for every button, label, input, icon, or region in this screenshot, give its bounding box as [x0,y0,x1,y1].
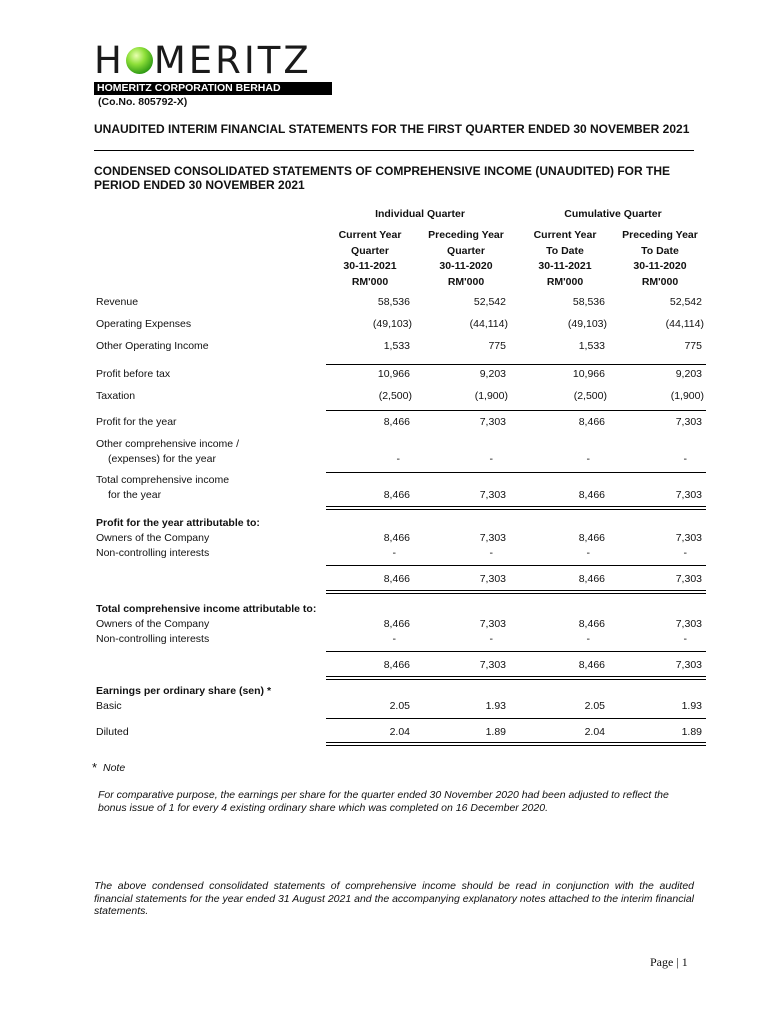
row-label-tci: Total comprehensive income [96,474,230,486]
note-label: Note [103,762,126,774]
cell-value: 1.93 [681,700,702,712]
double-rule [326,506,706,510]
cell-value: 2.05 [389,700,410,712]
cell-value: 7,303 [479,573,506,585]
cell-value: - [683,547,687,559]
cell-value: 9,203 [479,368,506,380]
cell-value: 1.89 [485,726,506,738]
section-heading-eps: Earnings per ordinary share (sen) * [96,685,272,697]
row-label-owners: Owners of the Company [96,532,210,544]
company-number: (Co.No. 805792-X) [98,96,188,108]
row-label-tci-cont: for the year [108,489,162,501]
cell-value: - [683,633,687,645]
note-text: For comparative purpose, the earnings per share for the quarter ended 30 November 2020 had been adjusted to reflect the bonus issue of 1 for every 4 existing ordinary share which was completed on 16 December 2020. [98,789,669,814]
cell-value: (2,500) [573,390,607,402]
cell-value: 58,536 [377,296,410,308]
column-header: Current Year To Date 30-11-2021 RM'000 [533,229,597,288]
cell-value: - [489,453,493,465]
cell-value: (1,900) [670,390,704,402]
cell-value: 2.05 [584,700,605,712]
cell-value: (44,114) [665,318,704,330]
cell-value: 7,303 [675,416,702,428]
cell-value: - [683,453,687,465]
cell-value: 1.89 [681,726,702,738]
page-number: Page | 1 [650,955,688,969]
row-label-other-operating-income: Other Operating Income [96,340,209,352]
row-label-diluted: Diluted [96,726,129,738]
cell-value: 7,303 [479,618,506,630]
cell-value: 10,966 [572,368,605,380]
row-label-revenue: Revenue [96,296,139,308]
footer-disclaimer: The above condensed consolidated statements of comprehensive income should be read in conjunction with the audited financial statements for the year ended 31 August 2021 and the accompanying explanatory notes attached to the interim financial statements. [94,880,694,917]
title-divider [94,150,694,151]
subtotal-rule [326,565,706,566]
cell-value: 52,542 [669,296,702,308]
group-individual-quarter: Individual Quarter [375,208,465,220]
document-title: UNAUDITED INTERIM FINANCIAL STATEMENTS FOR THE FIRST QUARTER ENDED 30 NOVEMBER 2021 [94,122,690,136]
cell-value: 7,303 [479,416,506,428]
cell-value: - [586,547,590,559]
cell-value: 8,466 [578,532,605,544]
cell-value: 8,466 [578,618,605,630]
cell-value: - [396,453,400,465]
cell-value: 8,466 [383,489,410,501]
section-heading-profit-attributable: Profit for the year attributable to: [96,517,260,529]
cell-value: 2.04 [584,726,605,738]
cell-value: (49,103) [372,318,412,330]
statement-title: CONDENSED CONSOLIDATED STATEMENTS OF COMPREHENSIVE INCOME (UNAUDITED) FOR THE PERIOD ENDED 30 NOVEMBER 2021 [94,164,671,192]
cell-value: 7,303 [479,659,506,671]
cell-value: (49,103) [567,318,607,330]
logo-wordmark: MERITZ [153,39,312,82]
group-cumulative-quarter: Cumulative Quarter [564,208,662,220]
cell-value: 8,466 [578,573,605,585]
double-rule [326,742,706,746]
cell-value: 7,303 [675,532,702,544]
double-rule [326,590,706,594]
cell-value: - [489,547,493,559]
column-header: Preceding Year Quarter 30-11-2020 RM'000 [428,229,504,288]
cell-value: - [586,453,590,465]
cell-value: 58,536 [572,296,605,308]
cell-value: 8,466 [383,618,410,630]
cell-value: - [586,633,590,645]
row-label-profit-for-year: Profit for the year [96,416,177,428]
logo-ball-icon [126,47,153,74]
cell-value: 8,466 [383,659,410,671]
cell-value: 52,542 [473,296,506,308]
cell-value: 10,966 [377,368,410,380]
cell-value: 7,303 [675,618,702,630]
subtotal-rule [326,472,706,473]
cell-value: 9,203 [675,368,702,380]
row-label-oci-cont: (expenses) for the year [108,453,216,465]
cell-value: 8,466 [578,659,605,671]
cell-value: 1,533 [383,340,410,352]
column-header: Current Year Quarter 30-11-2021 RM'000 [338,229,402,288]
column-header: Preceding Year To Date 30-11-2020 RM'000 [622,229,698,288]
row-label-profit-before-tax: Profit before tax [96,368,171,380]
cell-value: (1,900) [474,390,508,402]
cell-value: 775 [684,340,702,352]
cell-value: - [392,547,396,559]
row-label-nci: Non-controlling interests [96,547,210,559]
cell-value: 2.04 [389,726,410,738]
cell-value: 7,303 [479,489,506,501]
cell-value: 7,303 [479,532,506,544]
cell-value: 1,533 [578,340,605,352]
logo-letter-h: H [94,39,125,82]
double-rule [326,676,706,680]
cell-value: 8,466 [383,573,410,585]
section-heading-tci-attributable: Total comprehensive income attributable to: [96,603,317,615]
cell-value: 8,466 [578,489,605,501]
row-label-owners: Owners of the Company [96,618,210,630]
cell-value: 8,466 [383,416,410,428]
cell-value: (2,500) [378,390,412,402]
subtotal-rule [326,651,706,652]
cell-value: 8,466 [383,532,410,544]
row-label-taxation: Taxation [96,390,136,402]
cell-value: - [392,633,396,645]
row-label-nci: Non-controlling interests [96,633,210,645]
cell-value: 7,303 [675,489,702,501]
cell-value: 7,303 [675,573,702,585]
cell-value: 8,466 [578,416,605,428]
company-name-bar: HOMERITZ CORPORATION BERHAD [94,82,332,95]
cell-value: (44,114) [469,318,508,330]
cell-value: 1.93 [485,700,506,712]
note-asterisk: * [92,760,98,775]
cell-value: 775 [488,340,506,352]
company-logo [94,39,312,82]
cell-value: 7,303 [675,659,702,671]
row-label-basic: Basic [96,700,122,712]
subtotal-rule [326,364,706,365]
row-label-operating-expenses: Operating Expenses [96,318,192,330]
row-label-oci: Other comprehensive income / [96,438,239,450]
subtotal-rule [326,718,706,719]
cell-value: - [489,633,493,645]
subtotal-rule [326,410,706,411]
